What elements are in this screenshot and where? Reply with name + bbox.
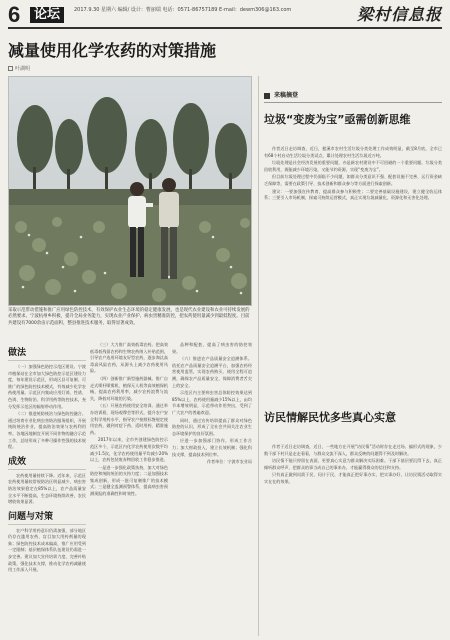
section-label: 论坛 bbox=[30, 7, 64, 23]
paragraph: 但目前垃圾处理过程中仍面临不少问题，如群众分类意识不强、配套设施不完善、运行资金缺乏保障等，需要在政策引导、技术创新和群众参与等方面进行探索创新。 bbox=[264, 174, 442, 186]
text-column-left bbox=[8, 342, 86, 636]
newspaper-name: 梁村信息报 bbox=[356, 5, 442, 24]
square-bullet-icon bbox=[264, 93, 270, 99]
paragraph: 垃圾处理是社会经济发展的重要问题，亦是新农村建设中不可回避的一个重要问题。垃圾分类回收利用，既能减少环境污染，又能节约资源，实现“变废为宝”。 bbox=[264, 160, 442, 172]
paragraph: 作者近日走访调查，近日，慈溪市农村生活垃圾分类处理工作成效明显，截至8月底，全市已有68个村启动生活垃圾分类试点，累计处理农村生活垃圾近万吨。 bbox=[264, 146, 442, 158]
paragraph: 访民情不能只停留在表面，更要真心实意为群众解决实际困难。干部下基层要沉得下去，真正倾听群众呼声，把群众的事当成自己的事来办，才能赢得群众的信任和支持。 bbox=[264, 458, 442, 470]
page-number: 6 bbox=[8, 2, 21, 27]
field-photo-illustration bbox=[9, 77, 252, 306]
masthead bbox=[8, 4, 442, 26]
paragraph: （四）创新推广新型施药器械。推广自走式喷杆喷雾机、植保无人机等高效植保机械，提高农药利用率，减少农药浪费与流失，降低对环境的污染。 bbox=[90, 375, 168, 401]
sidebar-title-visit: 访民情解民忧多些真心实意 bbox=[264, 411, 396, 424]
paragraph: 品种和配套，提高了病虫害的防控效果。 bbox=[172, 342, 252, 354]
author-note: 作者单位：宁波市农业局 bbox=[206, 459, 252, 465]
issue-meta: 2017.9.30 星期六 编辑/ 设计：曹丽瑞 电话：0571-86757189 E-mail：dewm306@163.com bbox=[74, 7, 292, 13]
subheading-problems: 问题与对策 bbox=[8, 512, 86, 525]
author-icon bbox=[8, 66, 13, 71]
paragraph: 农药使用量持续下降。近年来，示范区农药使用量较常规防治区明显减少，病虫害防治效果稳定在85%以上，农产品质量安全水平不断提高，生态环境持续改善，农民增收效果显著。 bbox=[8, 472, 86, 505]
byline-author: 叶湖明 bbox=[15, 66, 31, 72]
text-column-middle bbox=[90, 342, 168, 636]
article-photo bbox=[8, 76, 252, 306]
article-headline: 减量使用化学农药的对策措施 bbox=[8, 41, 217, 60]
text-column-right bbox=[172, 342, 252, 636]
paragraph: 2017年以来，全市共创建绿色防控示范区多个，示范区内化学农药使用次数平均减少1.5次，化学农药使用量平均减少20%以上，农药包装废弃物回收工作稳步推进。 bbox=[90, 437, 168, 463]
photo-caption: 采取示范带动措施和推广应用绿色防控技术，有效保护农业生态环境的稳定健康发展，也是现代农业建设和农业可持续发展的必然要求。宁波杭州乡积极，提升全局业务能力，实现农业产业保护、病虫害精准防控，把农药使用量减少到最低程度。目前共建设有7000余亩示范面积，整县推进技术服务，取得显著成效。 bbox=[8, 308, 250, 326]
paragraph: （一）加强绿色防控示范区建设。宁波市植保站在全市加大绿色防控示范区建设力度，每年建设示范区，形成区县可复制、可推广的绿色防控技术模式，有效减少化学农药使用量。示范区内集成应用灯诱、性诱、色诱、生物防治、科学用药等防控技术，充分发挥示范区的辐射带动作用。 bbox=[8, 364, 86, 409]
paragraph: （三）大力推广高效低毒农药。把高效低毒低残留农药和生物农药纳入补贴范围，引导农户选用环境友好型农药，逐步淘汰高毒高风险农药，从源头上减少农药使用风险。 bbox=[90, 342, 168, 374]
paragraph: 作者于近日走访调查，近日，一些地方在开展“访民情”活动时存在走过场、搞形式的现象，少数干部下村只是走走看看，与群众交流不深入，群众反映的问题得不到及时解决。 bbox=[264, 444, 442, 456]
paragraph: 一是进一步强化政策扶持，加大对绿色防控和统防统治的支持力度；二是加强技术集成创新，形成一批可复制推广的技术模式；三是健全监测预警体系，提高病虫害预测预报的准确性和时效性。 bbox=[90, 464, 168, 497]
sidebar-column-2 bbox=[264, 444, 442, 636]
sidebar-header bbox=[264, 90, 442, 104]
byline bbox=[8, 66, 30, 73]
subheading-results: 成效 bbox=[8, 457, 86, 470]
subheading-approach: 做法 bbox=[8, 348, 86, 361]
sidebar-rule bbox=[264, 102, 442, 103]
sidebar-column-1 bbox=[264, 146, 442, 408]
paragraph: （六）推进农产品质量安全追溯体系。依托农产品质量安全追溯平台，加强农药经营使用监管，实现农药购买、使用全程可追溯，确保农产品质量安全，保障消费者舌尖上的安全。 bbox=[172, 356, 252, 388]
sidebar-title-garbage: 垃圾“变废为宝”亟需创新思维 bbox=[264, 113, 411, 126]
column-divider bbox=[258, 76, 259, 636]
paragraph: （二）推进统防统治与绿色防控融合。通过培育专业化病虫害防治服务组织，开展统防统治作业，提高防治效果与农药利用率。各地因地制宜开展不同作物的融合示范工作，总结形成了多种可操作性强的技术规程。 bbox=[8, 411, 86, 450]
header-rule bbox=[8, 27, 442, 29]
paragraph: 同时，通过宣传培训提高了群众对绿色防控的认识，形成了全社会共同关注农业生态环境保护的良好氛围。 bbox=[172, 417, 252, 436]
paragraph: 示范区内主要病虫害总体防控效果达到85%以上，农药使用量减少15%以上，亩均节本增效明显，示范带动作用突出，受到了广大农户的普遍欢迎。 bbox=[172, 390, 252, 415]
paragraph: 农户科学用药意识仍需加强，部分地区仍存在滥用农药、盲目加大用药剂量的现象；绿色防控技术成本偏高，推广应用受到一定限制；基层植保体系队伍建设仍需进一步完善。建议加大宣传培训力度，完善补贴政策，强化技术支撑，推动化学农药减量使用工作深入开展。 bbox=[8, 527, 86, 573]
paragraph: 只有真正做到问需于民、问计于民，才能真正把好事办实、把实事办好，让访民情活动取得实实在在的效果。 bbox=[264, 472, 442, 484]
sidebar-label: 来稿摘登 bbox=[274, 92, 299, 99]
paragraph: 应进一步加强部门协作，形成工作合力；加大财政投入，建立长效机制；强化科技支撑，提高技术到位率。 bbox=[172, 438, 252, 457]
paragraph: 建议：一要加强宣传教育，提高群众参与积极性；二要完善基础设施建设，建立健全收运体系；三要引入市场机制，探索可持续运营模式，真正实现垃圾减量化、资源化和无害化处理。 bbox=[264, 188, 442, 201]
paragraph: （五）开展农药使用安全培训。通过举办培训班、现场观摩会等形式，提升农户安全科学用药水平，指导农户按照标签规定使用农药，做到对症下药、适时用药、精准施药。 bbox=[90, 403, 168, 435]
